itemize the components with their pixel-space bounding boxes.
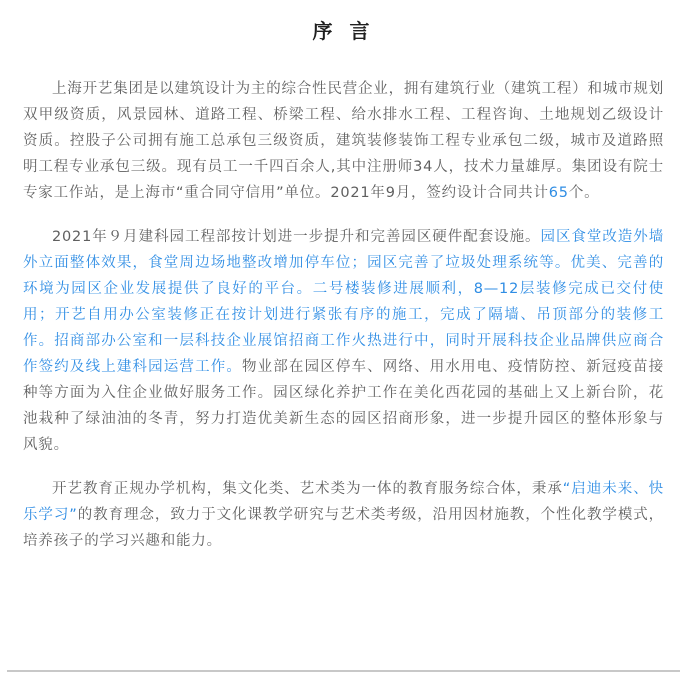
highlighted-progress-text: 园区食堂改造外墙外立面整体效果，食堂周边场地整改增加停车位；园区完善了垃圾处理系统等。优美、完善的环境为园区企业发展提供了良好的平台。二号楼装修进展顺利，8—12层装修完成已交付使用；开艺自用办公室装修正在按计划进行紧张有序的施工，完成了隔墙、吊顶部分的装修工作。招商部办公室和一层科技企业展馆招商工作火热进行中，同时开展科技企业品牌供应商合作签约及线上建科园运营工作。	[23, 229, 664, 375]
paragraph-text: 开艺教育正规办学机构，集文化类、艺术类为一体的教育服务综合体，秉承	[52, 481, 563, 497]
paragraph-group-intro	[23, 76, 664, 206]
paragraph-text: 2021年９月建科园工程部按计划进一步提升和完善园区硬件配套设施。	[52, 229, 541, 245]
bottom-divider	[7, 670, 680, 672]
contract-count: 65	[548, 185, 569, 201]
paragraph-text: 的教育理念，致力于文化课教学研究与艺术类考级，沿用因材施教，个性化教学模式，培养孩子的学习兴趣和能力。	[23, 507, 664, 549]
paragraph-text: 物业部在园区停车、网络、用水用电、疫情防控、新冠疫苗接种等方面为入住企业做好服务工作。园区绿化养护工作在美化西花园的基础上又上新台阶，花池栽种了绿油油的冬青，努力打造优美新生态的园区招商形象，进一步提升园区的整体形象与风貌。	[23, 359, 664, 453]
paragraph-park-progress	[23, 224, 664, 458]
paragraph-text: 个。	[568, 185, 600, 201]
education-motto: “启迪未来、快乐学习”	[23, 481, 664, 523]
preface-body	[23, 76, 664, 572]
paragraph-education	[23, 476, 664, 554]
paragraph-text: 上海开艺集团是以建筑设计为主的综合性民营企业，拥有建筑行业（建筑工程）和城市规划双甲级资质，风景园林、道路工程、桥梁工程、给水排水工程、工程咨询、土地规划乙级设计资质。控股子公司拥有施工总承包三级资质，建筑装修装饰工程专业承包二级，城市及道路照明工程专业承包三级。现有员工一千四百余人,其中注册师34人，技术力量雄厚。集团设有院士专家工作站，是上海市“重合同守信用”单位。2021年9月，签约设计合同共计	[23, 81, 664, 201]
page-title: 序 言	[312, 19, 375, 43]
